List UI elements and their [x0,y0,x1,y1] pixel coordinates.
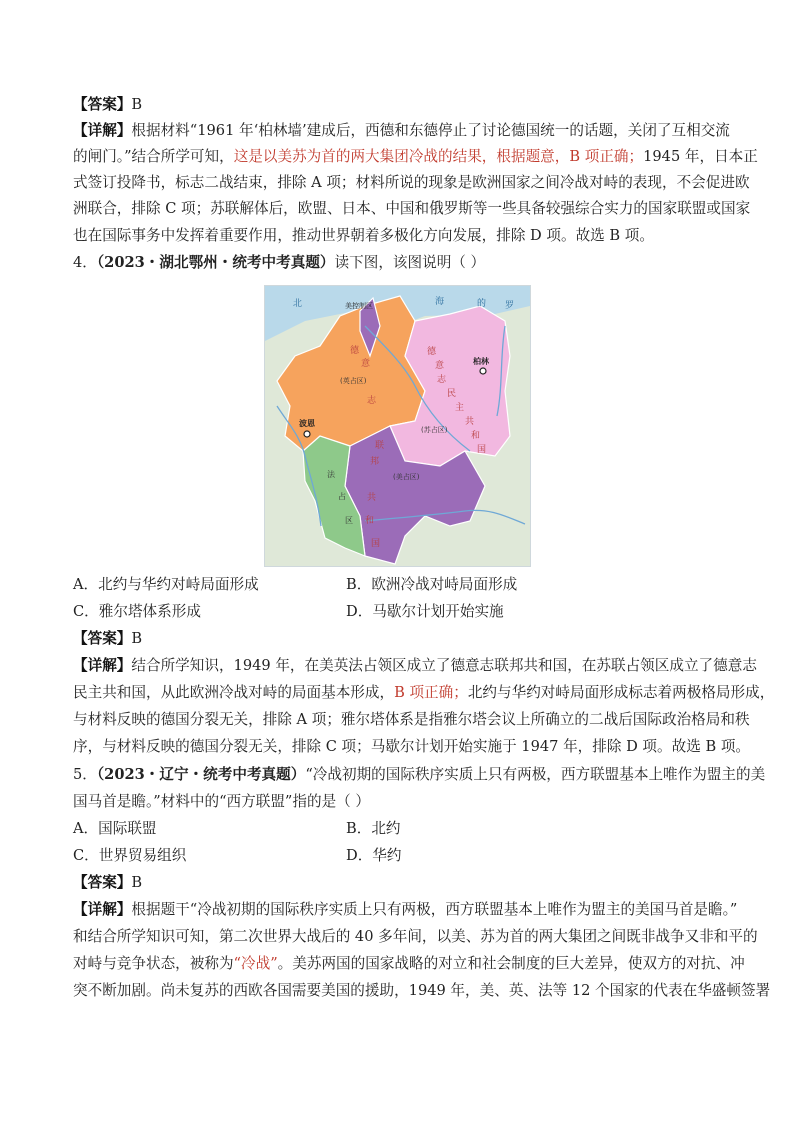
q4-answer-line [73,629,733,649]
q3-detail-line-3: 式签订投降书，标志二战结束，排除 A 项；材料所说的现象是欧洲国家之间冷战对峙的表现，不会促进欧 [73,174,750,191]
french-zone-char: 占 [338,492,346,501]
soviet-zone-label: (苏占区) [421,426,448,434]
q5-answer-line [73,873,733,893]
q4-detail-line-4: 序，与材料反映的德国分裂无关，排除 C 项；马歇尔计划开始实施于 1947 年，排除 D 项。故选 B 项。 [73,738,751,755]
gdr-char: 共 [465,417,475,427]
q5-stem-line-1: 5．（2023・辽宁・统考中考真题）“冷战初期的国际秩序实质上只有两极，西方联盟基本上唯作为盟主的美 [73,766,766,783]
question-source: （2023・湖北鄂州・统考中考真题） [96,254,335,271]
answer-value: B [131,630,143,647]
q4-option-d: D．马歇尔计划开始实施 [346,603,504,620]
highlighted-text: “冷战” [233,955,278,972]
frg-char: 联 [375,441,385,451]
q4-option-a: A．北约与华约对峙局面形成 [73,576,259,593]
gdr-char: 意 [435,361,445,371]
highlighted-text: 这是以美苏为首的两大集团冷战的结果，根据题意，B 项正确； [233,148,644,165]
q5-detail-line-2: 和结合所学知识可知，第二次世界大战后的 40 多年间，以美、苏为首的两大集团之间既非战争又非和平的 [73,928,758,945]
q3-detail-line-2: 的闸门。”结合所学可知，这是以美苏为首的两大集团冷战的结果，根据题意，B 项正确；1945 年，日本正 [73,148,758,165]
french-zone-char: 法 [327,470,335,479]
frg-char: 德 [350,346,360,356]
q5-detail-line-3: 对峙与竞争状态，被称为“冷战”。美苏两国的国家战略的对立和社会制度的巨大差异，使双方的对抗、冲 [73,955,745,972]
detail-label: 【详解】 [73,901,132,918]
berlin-label: 柏林 [473,357,489,366]
q4-option-c: C．雅尔塔体系形成 [73,603,201,620]
gdr-char: 德 [427,347,437,357]
q5-option-a: A．国际联盟 [73,820,157,837]
highlighted-text: B 项正确； [394,684,468,701]
question-source: （2023・辽宁・统考中考真题） [96,766,306,783]
frg-char: 共 [367,493,377,503]
sea-label: 海 [435,297,445,307]
french-zone-char: 区 [345,516,353,525]
q5-option-b: B．北约 [346,820,401,837]
q5-detail-line-4: 突不断加剧。尚未复苏的西欧各国需要美国的援助，1949 年，美、英、法等 12 个国家的代表在华盛顿签署 [73,982,771,999]
q4-detail-line-2: 民主共和国，从此欧洲冷战对峙的局面基本形成，B 项正确；北约与华约对峙局面形成标志着两极格局形成， [73,684,775,701]
answer-label: 【答案】 [73,96,132,113]
frg-char: 志 [367,396,377,406]
q3-answer-line [73,95,733,115]
q3-detail-line-4: 洲联合，排除 C 项；苏联解体后，欧盟、日本、中国和俄罗斯等一些具备较强综合实力的国家联盟或国家 [73,200,751,217]
frg-char: 和 [365,516,375,526]
sea-label: 的 [477,299,487,309]
q3-detail-line-5: 也在国际事务中发挥着重要作用，推动世界朝着多极化方向发展，排除 D 项。故选 B 项。 [73,227,654,244]
detail-label: 【详解】 [73,122,132,139]
sea-label: 北 [293,299,303,309]
q4-detail-line-3: 与材料反映的德国分裂无关，排除 A 项；雅尔塔体系是指雅尔塔会议上所确立的二战后国际政治格局和秩 [73,711,750,728]
map-svg [265,286,530,566]
q4-option-b: B．欧洲冷战对峙局面形成 [346,576,518,593]
us-control-label: 美控制区 [345,302,373,310]
germany-division-map [264,285,531,567]
frg-char: 国 [371,539,381,549]
gdr-char: 民 [447,389,457,399]
frg-char: 意 [361,359,371,369]
sea-label: 罗 [505,301,515,311]
bonn-marker [304,431,310,437]
answer-label: 【答案】 [73,874,132,891]
gdr-char: 主 [455,403,465,413]
q5-stem-line-2: 国马首是瞻。”材料中的“西方联盟”指的是（ ） [73,793,371,810]
american-zone-label: (美占区) [393,473,420,481]
q5-option-d: D．华约 [346,847,402,864]
british-zone-label: (英占区) [340,377,367,385]
gdr-char: 和 [471,431,481,441]
answer-label: 【答案】 [73,630,132,647]
detail-label: 【详解】 [73,657,132,674]
q4-stem: 4．（2023・湖北鄂州・统考中考真题）读下图，该图说明（ ） [73,254,486,271]
gdr-char: 国 [477,445,487,455]
answer-value: B [131,874,143,891]
gdr-char: 志 [437,375,447,385]
frg-char: 邦 [370,457,380,467]
answer-value: B [131,96,143,113]
berlin-marker [480,368,486,374]
bonn-label: 波恩 [299,419,315,428]
q5-option-c: C．世界贸易组织 [73,847,187,864]
q3-detail-line-1: 【详解】根据材料“1961 年‘柏林墙’建成后，西德和东德停止了讨论德国统一的话题，关闭了互相交流 [73,122,730,139]
q4-detail-line-1: 【详解】结合所学知识，1949 年，在美英法占领区成立了德意志联邦共和国，在苏联占领区成立了德意志 [73,657,757,674]
q5-detail-line-1: 【详解】根据题干“冷战初期的国际秩序实质上只有两极，西方联盟基本上唯作为盟主的美国马首是瞻。” [73,901,738,918]
